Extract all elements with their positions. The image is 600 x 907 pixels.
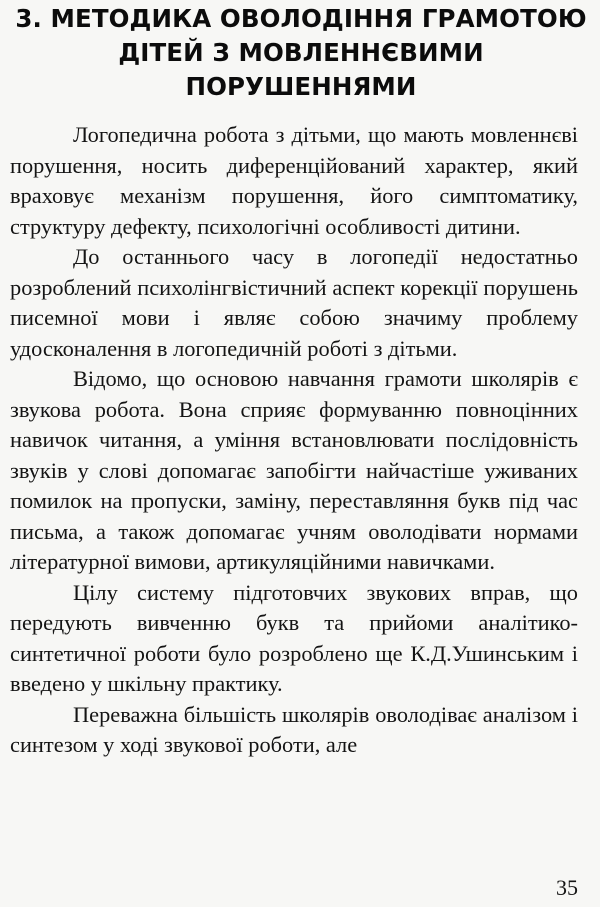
paragraph: Цілу систему підготовчих звукових вправ, що передують вивченню букв та прийоми аналітико-синтетичної роботи було розроблено ще К.Д.Ушинським і введено у шкільну практику. <box>10 579 578 696</box>
section-heading <box>10 2 592 104</box>
paragraph: До останнього часу в логопедії недостатньо розроблений психолінгвістичний аспект корекції порушень писемної мови і являє собою значиму проблему удосконалення в логопедичній роботі з дітьми. <box>10 244 578 361</box>
paragraph: Логопедична робота з дітьми, що мають мовленнєві порушення, носить диференційований характер, який враховує механізм порушення, його симптоматику, структуру дефекту, психологічні особливості дитини. <box>10 122 578 239</box>
body-text <box>10 120 578 761</box>
heading-line: ПОРУШЕННЯМИ <box>185 72 417 101</box>
paragraph: Відомо, що основою навчання грамоти школярів є звукова робота. Вона сприяє формуванню повноцінних навичок читання, а уміння встановлювати послідовність звуків у слові допомагає запобігти найчастіше уживаних помилок на пропуски, заміну, переставляння букв під час письма, а також допомагає учням оволодівати нормами літературної вимови, артикуляційними навичками. <box>10 366 578 574</box>
heading-line: ДІТЕЙ З МОВЛЕННЄВИМИ <box>118 38 484 67</box>
page-number: 35 <box>556 875 578 900</box>
paragraph: Переважна більшість школярів оволодіває аналізом і синтезом у ході звукової роботи, але <box>10 701 578 757</box>
heading-line: 3. МЕТОДИКА ОВОЛОДІННЯ ГРАМОТОЮ <box>15 4 587 33</box>
